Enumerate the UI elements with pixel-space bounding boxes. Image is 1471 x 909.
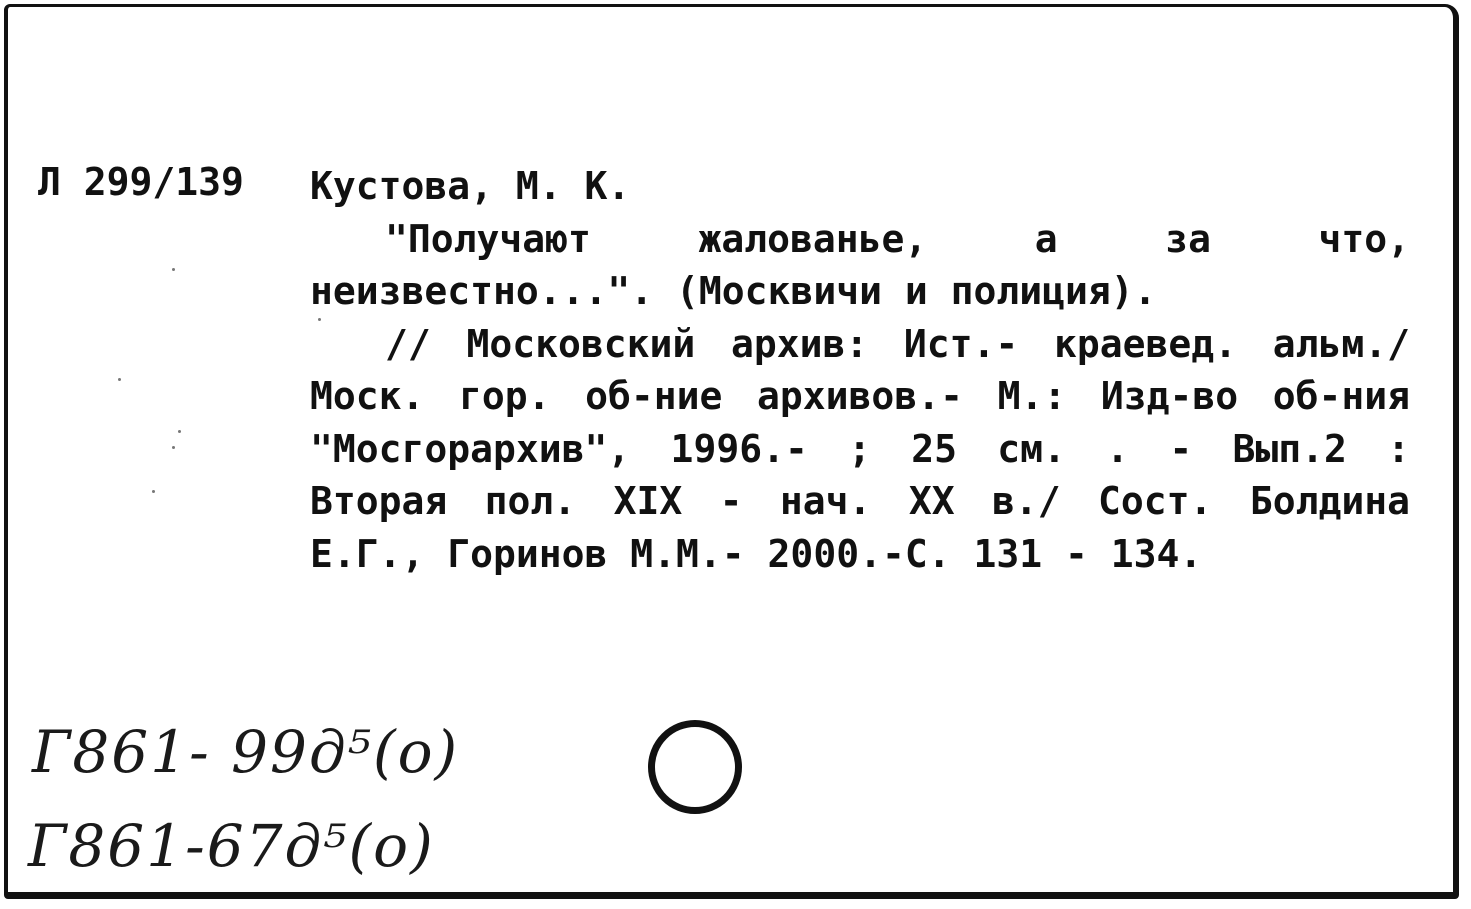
speck	[172, 446, 175, 449]
bibliographic-entry	[310, 160, 1410, 580]
title-line-2: неизвестно...". (Москвичи и полиция).	[310, 269, 1157, 313]
speck	[152, 490, 155, 493]
handwritten-classification-2: Г861-67д⁵(о)	[28, 812, 435, 880]
source-line-1: // Московский архив: Ист.- краевед. альм./	[385, 321, 1410, 366]
shelfmark: Л 299/139	[38, 160, 244, 204]
source-line-5: Е.Г., Горинов М.М.- 2000.-С. 131 - 134.	[310, 531, 1203, 576]
title-line-1: "Получают жалованье, а за что,	[385, 216, 1410, 261]
speck	[178, 430, 181, 433]
speck	[172, 268, 175, 271]
source-line-4: Вторая пол. XIX - нач. XX в./ Сост. Болдина	[310, 479, 1410, 523]
punch-hole	[648, 720, 742, 814]
handwritten-classification-1: Г861- 99д⁵(о)	[32, 718, 460, 786]
author-line: Кустова, М. К.	[310, 164, 631, 208]
source-line-3: "Мосгорархив", 1996.- ; 25 см. . - Вып.2 :	[310, 426, 1410, 471]
source-line-2: Моск. гор. об-ние архивов.- М.: Изд-во об-ния	[310, 374, 1410, 418]
speck	[118, 378, 121, 381]
